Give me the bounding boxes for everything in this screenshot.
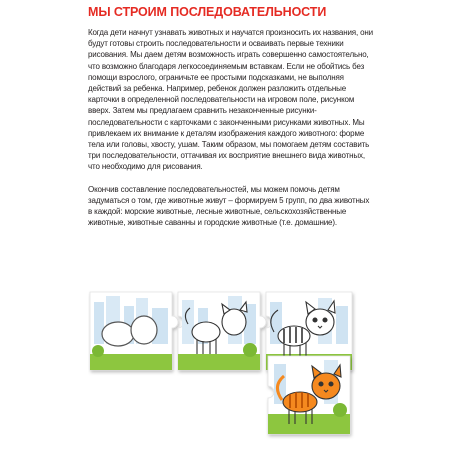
paragraph-intro: Когда дети начнут узнавать животных и научатся произносить их названия, они будут готовы строить последовательности и осваивать первые техники рисования. Мы даем детям возможность играть совершенно самостоятельно, что возможно благодаря легкосоединяемым вставкам. Если не обойтись без помощи взрослого, ограничьте ее простыми подсказками, не выполняя действий за ребенка. Например, ребенок должен разложить отдельные карточки в определенной последовательности на игровом поле, рисунком вверх. Затем мы предлагаем сравнить незаконченные рисунки-последовательности с карточками с законченными рисунками животных. Мы привлекаем их внимание к деталям изображения каждого животного: форме тела или головы, хвосту, ушам. Таким образом, мы помогаем детям составить три последовательности, оттачивая их восприятие внешнего вида животных, что необходимо для рисования. — [88, 28, 374, 172]
paragraph-groups: Окончив составление последовательностей, мы можем помочь детям задуматься о том, где животные живут – формируем 5 групп, по два животных в каждой: морские животные, лесные животные, сельскохозяйственные животные, животные саванны и городские животные (т.е. домашние). — [88, 184, 370, 228]
page-title: МЫ СТРОИМ ПОСЛЕДОВАТЕЛЬНОСТИ — [88, 5, 327, 19]
puzzle-cards-illustration — [88, 288, 358, 440]
article-body — [88, 27, 373, 228]
